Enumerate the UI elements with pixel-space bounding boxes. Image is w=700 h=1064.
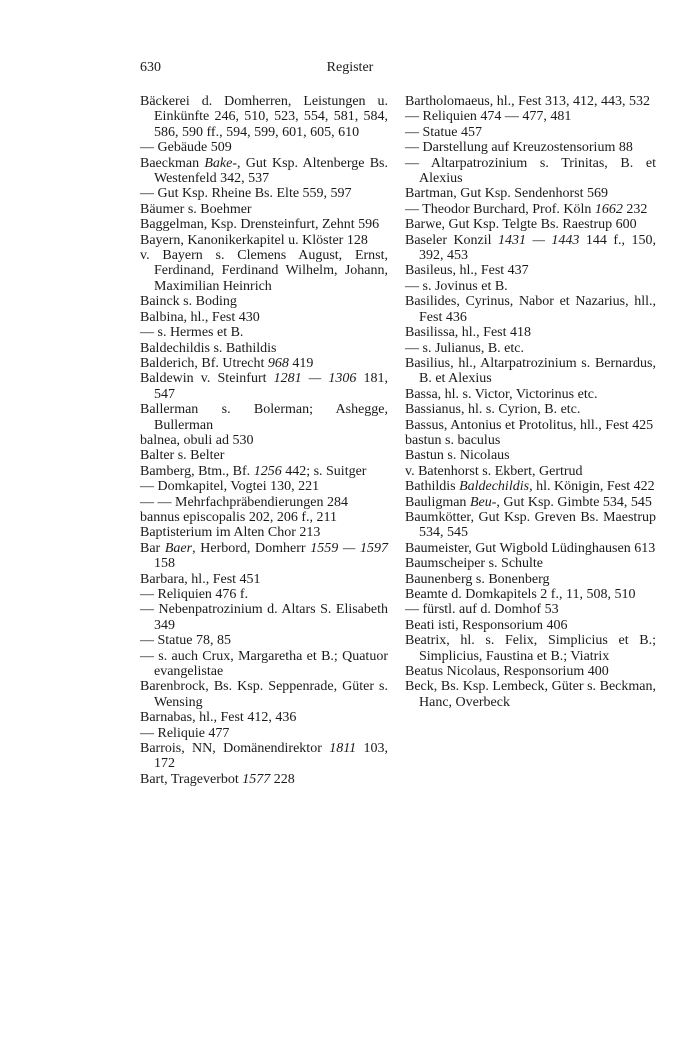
index-entry: — Reliquien 474 — 477, 481 [405, 109, 572, 125]
index-entry: Baumscheiper s. Schulte [405, 556, 544, 572]
index-entry: Basilius, hl., Altarpatrozinium s. Bernardus, B. et Alexius [405, 355, 656, 387]
index-entry: Baumeister, Gut Wigbold Lüdinghausen 613 [405, 540, 656, 556]
index-entry: Basileus, hl., Fest 437 [405, 263, 529, 279]
index-entry: bannus episcopalis 202, 206 f., 211 [140, 509, 338, 525]
index-entry: Beamte d. Domkapitels 2 f., 11, 508, 510 [405, 587, 636, 602]
index-entry: Basilissa, hl., Fest 418 [405, 325, 532, 341]
index-entry: Baseler Konzil 1431 — 1443 144 f., 150, 392, 453 [405, 232, 656, 264]
index-entry: Barwe, Gut Ksp. Telgte Bs. Raestrup 600 [405, 217, 637, 233]
index-column-right [405, 94, 656, 710]
index-entry: Bassus, Antonius et Protolitus, hll., Fest 425 [405, 417, 654, 433]
index-entry: — Statue 457 [405, 124, 482, 140]
index-entry: — — Mehrfachpräbendierungen 284 [140, 494, 348, 510]
index-entry: Baldewin v. Steinfurt 1281 — 1306 181, 547 [140, 371, 388, 402]
index-entry: Bamberg, Btm., Bf. 1256 442; s. Suitger [140, 463, 367, 479]
index-entry: Bartman, Gut Ksp. Sendenhorst 569 [405, 186, 608, 202]
index-entry: Barrois, NN, Domänendirektor 1811 103, 172 [140, 741, 388, 772]
index-entry: — Reliquien 476 f. [140, 587, 249, 602]
index-column-left [140, 94, 388, 787]
index-entry: — Nebenpatrozinium d. Altars S. Elisabeth 349 [140, 602, 388, 633]
index-entry: — Gut Ksp. Rheine Bs. Elte 559, 597 [140, 186, 352, 202]
index-entry: — s. Julianus, B. etc. [405, 340, 524, 356]
index-entry: Basilides, Cyrinus, Nabor et Nazarius, hll., Fest 436 [405, 294, 656, 325]
index-entry: Baggelman, Ksp. Drensteinfurt, Zehnt 596 [140, 217, 380, 233]
index-entry: v. Batenhorst s. Ekbert, Gertrud [405, 463, 583, 479]
index-entry: Bainck s. Boding [140, 294, 237, 310]
page-number: 630 [140, 60, 161, 75]
index-entry: Barenbrock, Bs. Ksp. Seppenrade, Güter s. Wensing [140, 679, 388, 710]
index-entry: Bassianus, hl. s. Cyrion, B. etc. [405, 402, 581, 418]
index-entry: Bartholomaeus, hl., Fest 313, 412, 443, 532 [405, 94, 650, 109]
index-entry: Balbina, hl., Fest 430 [140, 309, 260, 325]
index-entry: Barbara, hl., Fest 451 [140, 571, 261, 587]
index-entry: Balter s. Belter [140, 448, 225, 464]
index-entry: Baunenberg s. Bonenberg [405, 571, 550, 587]
index-entry: — Theodor Burchard, Prof. Köln 1662 232 [405, 201, 648, 217]
index-entry: — s. auch Crux, Margaretha et B.; Quatuor evangelistae [140, 648, 388, 680]
running-head: Register [326, 60, 374, 75]
index-entry: — Reliquie 477 [140, 725, 230, 741]
index-entry: — s. Jovinus et B. [405, 278, 508, 294]
index-entry: Beatus Nicolaus, Responsorium 400 [405, 664, 609, 680]
index-entry: v. Bayern s. Clemens August, Ernst, Ferdinand, Ferdinand Wilhelm, Johann, Maximilian Heinrich [140, 248, 388, 294]
index-entry: Bäckerei d. Domherren, Leistungen u. Einkünfte 246, 510, 523, 554, 581, 584, 586, 590 ff., 594, 599, 601, 605, 610 [140, 94, 388, 140]
index-entry: Baeckman Bake-, Gut Ksp. Altenberge Bs. Westenfeld 342, 537 [140, 155, 389, 187]
index-entry: Bathildis Baldechildis, hl. Königin, Fest 422 [405, 479, 655, 495]
index-entry: — Domkapitel, Vogtei 130, 221 [140, 479, 320, 495]
index-entry: Beati isti, Responsorium 406 [405, 617, 568, 633]
index-entry: — Darstellung auf Kreuzostensorium 88 [405, 140, 633, 156]
index-entry: Balderich, Bf. Utrecht 968 419 [140, 355, 314, 371]
index-entry: Ballerman s. Bolerman; Ashegge, Bullerman [140, 402, 388, 433]
index-entry: bastun s. baculus [405, 432, 501, 448]
index-entry: Bayern, Kanonikerkapitel u. Klöster 128 [140, 232, 368, 248]
index-entry: — s. Hermes et B. [140, 325, 244, 341]
index-entry: Bart, Trageverbot 1577 228 [140, 771, 295, 787]
index-entry: — Altarpatrozinium s. Trinitas, B. et Alexius [405, 155, 656, 187]
index-entry: Bar Baer, Herbord, Domherr 1559 — 1597 158 [140, 540, 389, 572]
index-entry: — Statue 78, 85 [140, 633, 231, 649]
index-entry: — fürstl. auf d. Domhof 53 [405, 602, 559, 618]
index-entry: Bäumer s. Boehmer [140, 201, 252, 217]
index-entry: Beck, Bs. Ksp. Lembeck, Güter s. Beckman, Hanc, Overbeck [405, 679, 656, 710]
index-entry: — Gebäude 509 [140, 140, 232, 156]
index-entry: Baumkötter, Gut Ksp. Greven Bs. Maestrup 534, 545 [405, 509, 656, 541]
index-entry: Baptisterium im Alten Chor 213 [140, 525, 321, 541]
index-entry: Beatrix, hl. s. Felix, Simplicius et B.; Simplicius, Faustina et B.; Viatrix [405, 633, 656, 664]
index-entry: Bauligman Beu-, Gut Ksp. Gimbte 534, 545 [405, 494, 652, 510]
index-entry: Bassa, hl. s. Victor, Victorinus etc. [405, 386, 598, 402]
index-entry: Barnabas, hl., Fest 412, 436 [140, 710, 297, 726]
index-entry: Bastun s. Nicolaus [405, 448, 510, 464]
index-entry: Baldechildis s. Bathildis [140, 340, 277, 356]
index-entry: balnea, obuli ad 530 [140, 432, 254, 448]
